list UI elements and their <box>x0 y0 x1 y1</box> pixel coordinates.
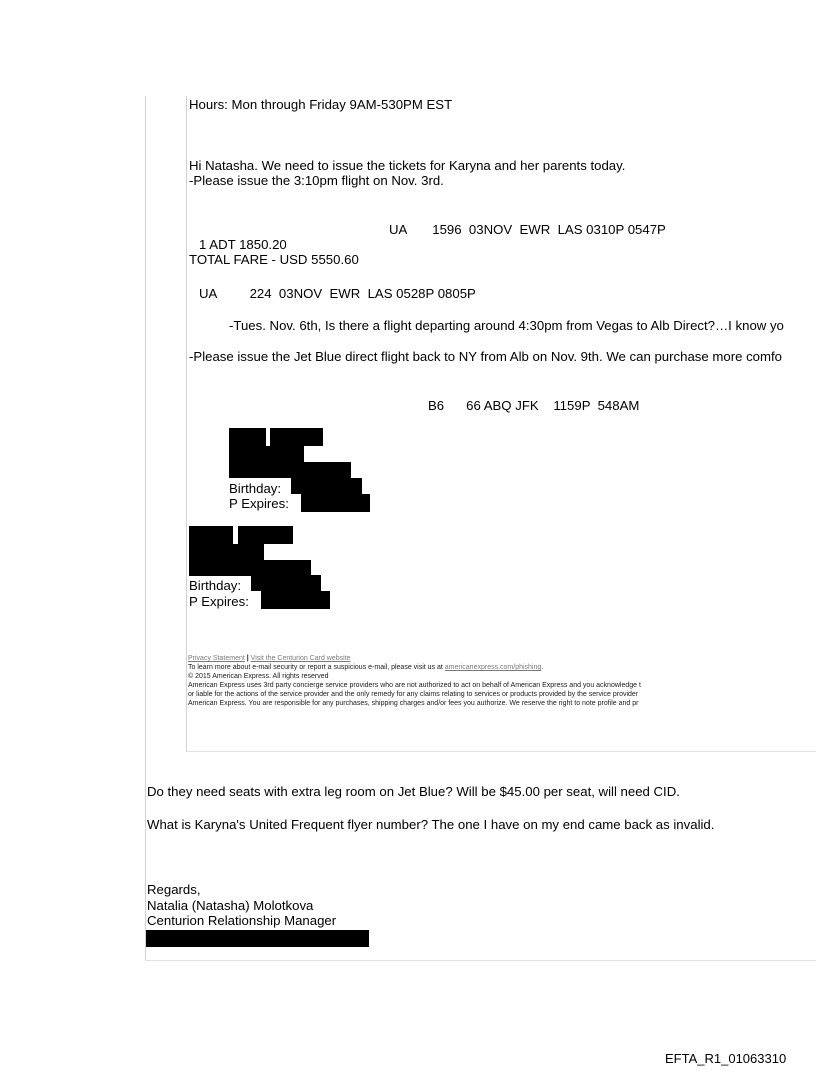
seats-question: Do they need seats with extra leg room on Jet Blue? Will be $45.00 per seat, will need CID. <box>147 784 680 799</box>
redaction-block <box>189 544 264 560</box>
passenger2-birthday-label: Birthday: <box>189 578 242 593</box>
disclaimer-line-2: or liable for the actions of the service provider and the only remedy for any claims relating to services or products provided by the service provider <box>188 691 639 698</box>
privacy-statement-link[interactable]: Privacy Statement <box>188 655 245 662</box>
footer-links-line <box>188 655 351 663</box>
issue-flight-request: -Please issue the 3:10pm flight on Nov. 3rd. <box>189 173 444 188</box>
redaction-block <box>229 462 351 478</box>
jetblue-issue-request: -Please issue the Jet Blue direct flight back to NY from Alb on Nov. 9th. We can purchase more comfo <box>189 349 782 364</box>
security-notice-text: To learn more about e-mail security or report a suspicious e-mail, please visit us at <box>188 664 445 671</box>
signature-regards: Regards, <box>147 882 201 897</box>
redaction-block <box>291 478 362 494</box>
redaction-block <box>261 591 330 609</box>
redaction-block <box>189 560 311 576</box>
fare-adt-line: 1 ADT 1850.20 <box>199 237 287 252</box>
passenger2-expires-label: P Expires: <box>189 594 249 609</box>
phishing-link[interactable]: americanexpress.com/phishing <box>444 664 542 671</box>
redaction-block <box>301 494 370 512</box>
passenger1-expires-label: P Expires: <box>229 496 289 511</box>
frequent-flyer-question: What is Karyna's United Frequent flyer number? The one I have on my end came back as invalid. <box>147 817 715 832</box>
redaction-block <box>229 446 304 462</box>
document-id: EFTA_R1_01063310 <box>665 1051 787 1066</box>
footer-link-separator: | <box>244 655 251 662</box>
hours-line: Hours: Mon through Friday 9AM-530PM EST <box>189 97 453 112</box>
redaction-block <box>238 526 293 544</box>
centurion-website-link[interactable]: Visit the Centurion Card website <box>250 655 351 662</box>
redaction-block <box>270 428 323 446</box>
redaction-block <box>146 930 369 947</box>
redaction-block <box>189 526 233 544</box>
flight-line-b6-66: B6 66 ABQ JFK 1159P 548AM <box>428 398 640 413</box>
flight-line-ua1596: UA 1596 03NOV EWR LAS 0310P 0547P <box>389 222 666 237</box>
signature-title: Centurion Relationship Manager <box>147 913 337 928</box>
flight-line-ua224: UA 224 03NOV EWR LAS 0528P 0805P <box>199 286 476 301</box>
inner-quote-border <box>186 96 816 752</box>
security-notice-end: . <box>541 664 544 671</box>
total-fare-line: TOTAL FARE - USD 5550.60 <box>189 252 359 267</box>
copyright-line: © 2015 American Express. All rights reserved <box>188 673 329 680</box>
passenger1-birthday-label: Birthday: <box>229 481 282 496</box>
tuesday-flight-question: -Tues. Nov. 6th, Is there a flight departing around 4:30pm from Vegas to Alb Direct?…I know yo <box>229 318 784 333</box>
disclaimer-line-3: American Express. You are responsible for any purchases, shipping charges and/or fees you authorize. We reserve the right to note profile and pr <box>188 700 639 707</box>
redaction-block <box>251 575 321 591</box>
signature-name: Natalia (Natasha) Molotkova <box>147 898 314 913</box>
redaction-block <box>229 428 266 446</box>
security-notice-line <box>188 664 543 672</box>
disclaimer-line-1: American Express uses 3rd party concierge service providers who are not authorized to act on behalf of American Express and you acknowledge t <box>188 682 641 689</box>
greeting-line: Hi Natasha. We need to issue the tickets for Karyna and her parents today. <box>189 158 626 173</box>
